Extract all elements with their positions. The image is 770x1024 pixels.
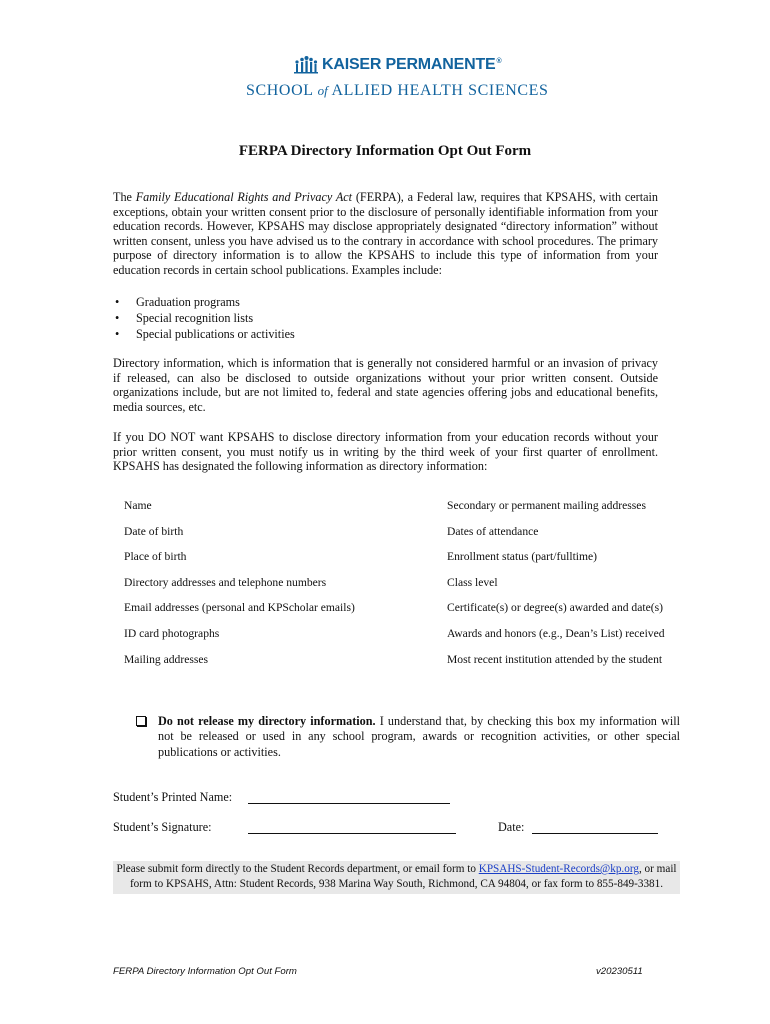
directory-item: Mailing addresses: [124, 652, 209, 666]
signature-field[interactable]: [248, 821, 456, 834]
directory-item: Awards and honors (e.g., Dean’s List) received: [447, 626, 665, 640]
directory-item: Certificate(s) or degree(s) awarded and date(s): [447, 601, 663, 615]
table-row: [124, 499, 684, 525]
table-row: [124, 653, 684, 679]
signature-label: Student’s Signature:: [113, 820, 212, 834]
intro-paragraph: The Family Educational Rights and Privacy Act (FERPA), a Federal law, requires that KPSAHS, with certain exceptions, obtain your written consent prior to the disclosure of personally identifiable information from your education records. However, KPSAHS may disclose appropriately designated “directory information” without written consent, unless you have advised us to the contrary in accordance with school procedures. The primary purpose of directory information is to allow the KPSAHS to include this type of information from your education records in certain school publications. Examples include:: [113, 190, 658, 277]
list-item: • Graduation programs: [113, 294, 295, 310]
directory-item: Name: [124, 499, 152, 512]
disclosure-paragraph: Directory information, which is information that is generally not considered harmful or an invasion of privacy if released, can also be disclosed to outside organizations without your prior written consent. Outside organizations include, but are not limited to, federal and state agencies offering jobs and educational benefits, media sources, etc.: [113, 356, 658, 414]
table-row: [124, 525, 684, 551]
table-row: [124, 627, 684, 653]
list-item: • Special publications or activities: [113, 326, 295, 342]
opt-out-checkbox[interactable]: [136, 716, 146, 726]
records-email-link[interactable]: KPSAHS-Student-Records@kp.org: [478, 863, 639, 875]
directory-info-grid: [124, 499, 684, 678]
directory-item: Place of birth: [124, 550, 187, 564]
directory-item: Dates of attendance: [447, 524, 539, 538]
logo-brand: KAISER PERMANENTE®: [322, 56, 502, 73]
form-title: FERPA Directory Information Opt Out Form: [238, 143, 532, 159]
submission-note: Please submit form directly to the Student Records department, or email form to KPSAHS-Student-Records@kp.org, or mail form to KPSAHS, Attn: Student Records, 938 Marina Way South, Richmond, CA 94804, or fax form to 855-849-3381.: [113, 861, 680, 894]
directory-item: Secondary or permanent mailing addresses: [447, 499, 646, 512]
directory-item: Directory addresses and telephone numbers: [124, 575, 327, 589]
date-field[interactable]: [532, 821, 658, 834]
footer-form-name: FERPA Directory Information Opt Out Form: [113, 966, 297, 977]
examples-list: [113, 294, 295, 342]
date-label: Date:: [498, 820, 525, 834]
directory-item: Date of birth: [124, 524, 184, 538]
table-row: [124, 601, 684, 627]
table-row: [124, 550, 684, 576]
opt-out-section: [136, 714, 680, 760]
directory-item: Enrollment status (part/fulltime): [447, 550, 598, 564]
opt-out-statement: Do not release my directory information. I understand that, by checking this box my information will not be released or used in any school program, awards or recognition activities, or other special publications or activities.: [158, 714, 681, 759]
kp-figures-icon: [293, 56, 319, 74]
directory-item: Email addresses (personal and KPScholar emails): [124, 601, 355, 615]
printed-name-field[interactable]: [248, 791, 450, 804]
table-row: [124, 576, 684, 602]
directory-item: Class level: [447, 575, 498, 589]
directory-item: ID card photographs: [124, 626, 220, 640]
footer-version: v20230511: [596, 966, 643, 977]
opt-out-instructions: If you DO NOT want KPSAHS to disclose directory information from your education records without your prior written consent, you must notify us in writing by the third week of your first quarter of enrollment. KPSAHS has designated the following information as directory information:: [113, 430, 658, 474]
list-item: • Special recognition lists: [113, 310, 295, 326]
directory-item: Most recent institution attended by the student: [447, 652, 663, 666]
kaiser-logo: [230, 52, 550, 104]
logo-school-name: SCHOOL of ALLIED HEALTH SCIENCES: [246, 82, 549, 99]
printed-name-label: Student’s Printed Name:: [113, 790, 233, 804]
